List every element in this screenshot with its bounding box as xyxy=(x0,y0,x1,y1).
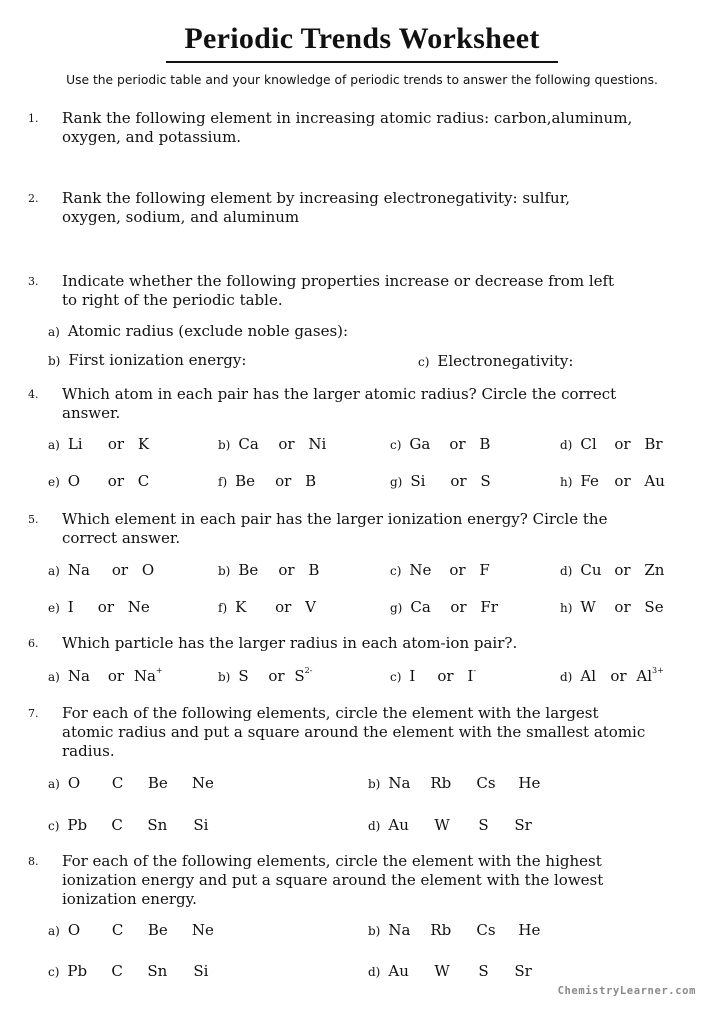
page-title: Periodic Trends Worksheet xyxy=(184,22,540,55)
q5-pair-g: g) Ca or Fr xyxy=(390,598,498,616)
q8-set-a: a) O C Be Ne xyxy=(48,921,214,939)
q3-option-a: a) Atomic radius (exclude noble gases): xyxy=(48,322,349,340)
q5-pair-b: b) Be or B xyxy=(218,561,320,579)
question-3-text: Indicate whether the following properties increase or decrease from left to right of the periodic table. xyxy=(62,272,615,309)
title-underline xyxy=(166,61,558,63)
q3-option-c: c) Electronegativity: xyxy=(418,352,574,370)
question-number: 3. xyxy=(28,275,39,288)
q4-pair-a: a) Li or K xyxy=(48,435,150,453)
question-7-text: For each of the following elements, circle the element with the largest atomic radius and put a square around the element with the smallest atomic radius. xyxy=(62,704,646,760)
q4-pair-c: c) Ga or B xyxy=(390,435,491,453)
question-number: 6. xyxy=(28,637,39,650)
question-2-text: Rank the following element by increasing electronegativity: sulfur, oxygen, sodium, and aluminum xyxy=(62,189,570,226)
footer-watermark: ChemistryLearner.com xyxy=(557,985,696,997)
q5-pair-h: h) W or Se xyxy=(560,598,664,616)
q5-pair-c: c) Ne or F xyxy=(390,561,490,579)
question-6-text: Which particle has the larger radius in each atom-ion pair?. xyxy=(62,634,518,652)
q4-pair-g: g) Si or S xyxy=(390,472,491,490)
q7-set-b: b) Na Rb Cs He xyxy=(368,774,541,792)
q5-pair-d: d) Cu or Zn xyxy=(560,561,665,579)
instructions: Use the periodic table and your knowledge of periodic trends to answer the following questions. xyxy=(66,73,658,87)
question-number: 1. xyxy=(28,112,39,125)
q5-pair-a: a) Na or O xyxy=(48,561,155,579)
question-8-text: For each of the following elements, circle the element with the highest ionization energy and put a square around the element with the lowest ionization energy. xyxy=(62,852,604,908)
q6-pair-c: c) I or I- xyxy=(390,666,477,685)
q8-set-b: b) Na Rb Cs He xyxy=(368,921,541,939)
q6-pair-d: d) Al or $Al^{3+}$ xyxy=(560,666,664,685)
question-5-text: Which element in each pair has the larger ionization energy? Circle the correct answer. xyxy=(62,510,608,547)
q4-pair-h: h) Fe or Au xyxy=(560,472,665,490)
q4-pair-d: d) Cl or Br xyxy=(560,435,663,453)
q6-pair-a: a) Na or Na+ xyxy=(48,666,163,685)
question-1-text: Rank the following element in increasing atomic radius: carbon,aluminum, oxygen, and potassium. xyxy=(62,109,633,146)
question-number: 2. xyxy=(28,192,39,205)
question-number: 8. xyxy=(28,855,39,868)
question-number: 5. xyxy=(28,513,39,526)
q4-pair-b: b) Ca or Ni xyxy=(218,435,327,453)
q4-pair-e: e) O or C xyxy=(48,472,150,490)
q7-set-a: a) O C Be Ne xyxy=(48,774,214,792)
q7-set-d: d) Au W S Sr xyxy=(368,816,532,834)
q7-set-c: c) Pb C Sn Si xyxy=(48,816,209,834)
question-number: 4. xyxy=(28,388,39,401)
q5-pair-e: e) I or Ne xyxy=(48,598,150,616)
question-4-text: Which atom in each pair has the larger atomic radius? Circle the correct answer. xyxy=(62,385,617,422)
q5-pair-f: f) K or V xyxy=(218,598,316,616)
q8-set-c: c) Pb C Sn Si xyxy=(48,962,209,980)
q3-option-b: b) First ionization energy: xyxy=(48,351,247,369)
q8-set-d: d) Au W S Sr xyxy=(368,962,532,980)
q6-pair-b: b) S or $S^{2-}$ xyxy=(218,666,313,685)
question-number: 7. xyxy=(28,707,39,720)
q4-pair-f: f) Be or B xyxy=(218,472,317,490)
